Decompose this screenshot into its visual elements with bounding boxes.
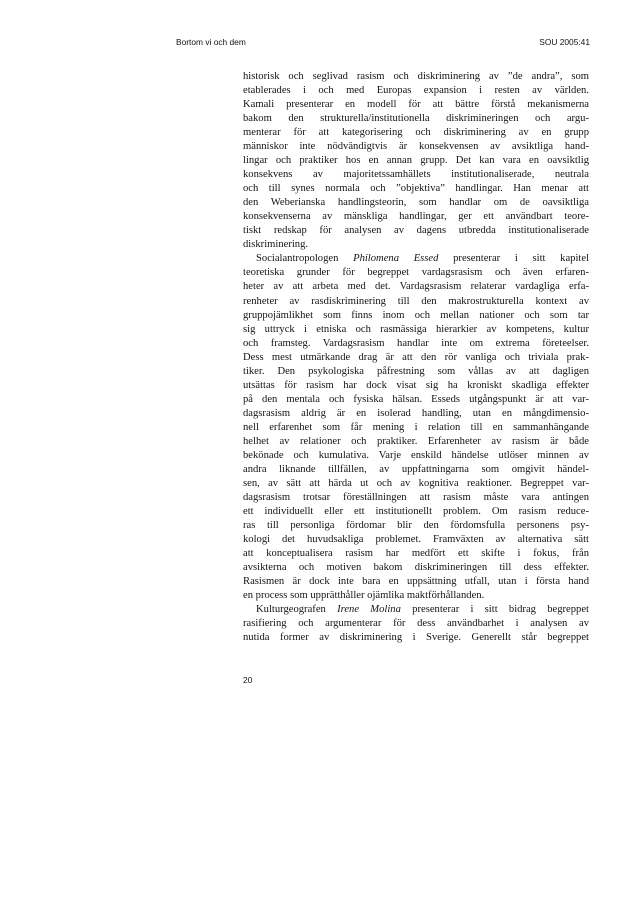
text-line: nutida former av diskriminering i Sverige. Generellt står begreppet	[243, 632, 589, 644]
paragraph-3	[243, 603, 589, 645]
paragraph-lead: Kulturgeografen	[256, 604, 338, 616]
text-line: tiskt redskap för analysen av dagens utbredda institutionaliserade	[243, 225, 589, 237]
text-line: en process som upprätthåller ojämlika maktförhållanden.	[243, 590, 485, 602]
text-line: bekönade och kumulativa. Varje enskild händelse utlöser minnen av	[243, 449, 589, 461]
person-name: Irene Molina	[337, 604, 401, 616]
text-line: Rasismen är dock inte bara en uppsättning utfall, utan i första hand	[243, 576, 589, 588]
page-number: 20	[243, 675, 253, 685]
text-line: bakom den strukturella/institutionella diskrimineringen och argu-	[243, 113, 589, 125]
text-line: rasifiering och argumenterar för dess användbarhet i analysen av	[243, 618, 589, 630]
text-line: på den mentala och fysiska hälsan. Esseds utgångspunkt är att var-	[243, 393, 589, 405]
text-line: konsekvens av majoritetssamhällets institutionaliserade, neutrala	[243, 169, 589, 181]
paragraph-lead: Socialantropologen	[256, 253, 354, 265]
text-line: menterar för att kategorisering och diskriminering av en grupp	[243, 127, 589, 139]
text-line: den Weberianska handlingsteorin, som handlar om de oavsiktliga	[243, 197, 589, 209]
text-line: nell erfarenhet som får mening i relation till en sammanhängande	[243, 421, 589, 433]
text-line-rest: presenterar i sitt bidrag begreppet	[400, 604, 589, 616]
text-line: ras till personliga fördomar blir den fördomsfulla personens psy-	[243, 520, 589, 531]
text-line: utsättas för rasism har dock visat sig ha kroniskt skadliga effekter	[243, 379, 589, 391]
text-line	[243, 252, 589, 266]
text-line-rest: presenterar i sitt kapitel	[438, 253, 590, 265]
text-line: renheter av rasdiskriminering till den makrostrukturella kontext av	[243, 295, 589, 307]
text-line: sig uttryck i etniska och rasmässiga hierarkier av kompetens, kultur	[243, 323, 589, 335]
text-line: tiker. Den psykologiska påfrestning som vållas av att dagligen	[243, 365, 589, 377]
text-line: konsekvenserna av mänskliga handlingar, ger ett användbart teore-	[243, 211, 589, 223]
body-text	[243, 70, 589, 645]
text-line: lingar och praktiker hos en annan grupp. Det kan vara en oavsiktlig	[243, 155, 589, 167]
text-line: att konceptualisera rasism har medfört ett skifte i fokus, från	[243, 548, 589, 560]
text-line: ett individuellt eller ett institutionellt problem. Om rasism reduce-	[243, 505, 589, 517]
text-line: Dess mest utmärkande drag är att den rör vanliga och triviala prak-	[243, 351, 589, 363]
text-line	[243, 603, 589, 617]
text-line: Kamali presenterar en modell för att bättre förstå mekanismerna	[243, 99, 589, 111]
text-line: och framsteg. Vardagsrasism handlar inte om extrema företeelser.	[243, 337, 589, 349]
text-line: sen, av sätt att härda ut och av kognitiva reaktioner. Begreppet var-	[243, 477, 589, 489]
text-line: och till synes normala och ”objektiva” handlingar. Han menar att	[243, 183, 589, 195]
text-line: gruppojämlikhet som finns inom och mellan nationer och som tar	[243, 309, 589, 321]
text-line: dagsrasism aldrig är en isolerad handling, utan en mångdimensio-	[243, 407, 589, 419]
report-number: SOU 2005:41	[539, 37, 590, 47]
text-line: teoretiska grunder för begreppet vardagsrasism och även erfaren-	[243, 267, 589, 279]
paragraph-2	[243, 252, 589, 603]
text-line: heter av att arbeta med det. Vardagsrasism relaterar vardagliga erfa-	[243, 281, 589, 293]
text-line: människor inte nödvändigtvis är konsekvensen av avsiktliga hand-	[243, 141, 589, 153]
running-title: Bortom vi och dem	[176, 37, 246, 47]
text-line: avsikterna och motiven bakom diskrimineringen till dess effekter.	[243, 562, 589, 574]
running-header	[176, 37, 590, 51]
text-line: kologi det huvudsakliga problemet. Framväxten av alternativa sätt	[243, 534, 589, 546]
text-line: dagsrasism trotsar föreställningen att rasism måste vara antingen	[243, 491, 589, 503]
text-line: andra liknande tillfällen, av uppfattningarna som omgivit händel-	[243, 463, 589, 475]
text-line: historisk och seglivad rasism och diskriminering av ”de andra”, som	[243, 71, 589, 82]
text-line: etablerades i och med Europas expansion i resten av världen.	[243, 85, 589, 97]
text-line: helhet av relationer och praktiker. Erfarenheter av rasism är både	[243, 435, 589, 447]
person-name: Philomena Essed	[353, 253, 439, 265]
text-line: diskriminering.	[243, 239, 309, 251]
paragraph-1	[243, 70, 589, 252]
